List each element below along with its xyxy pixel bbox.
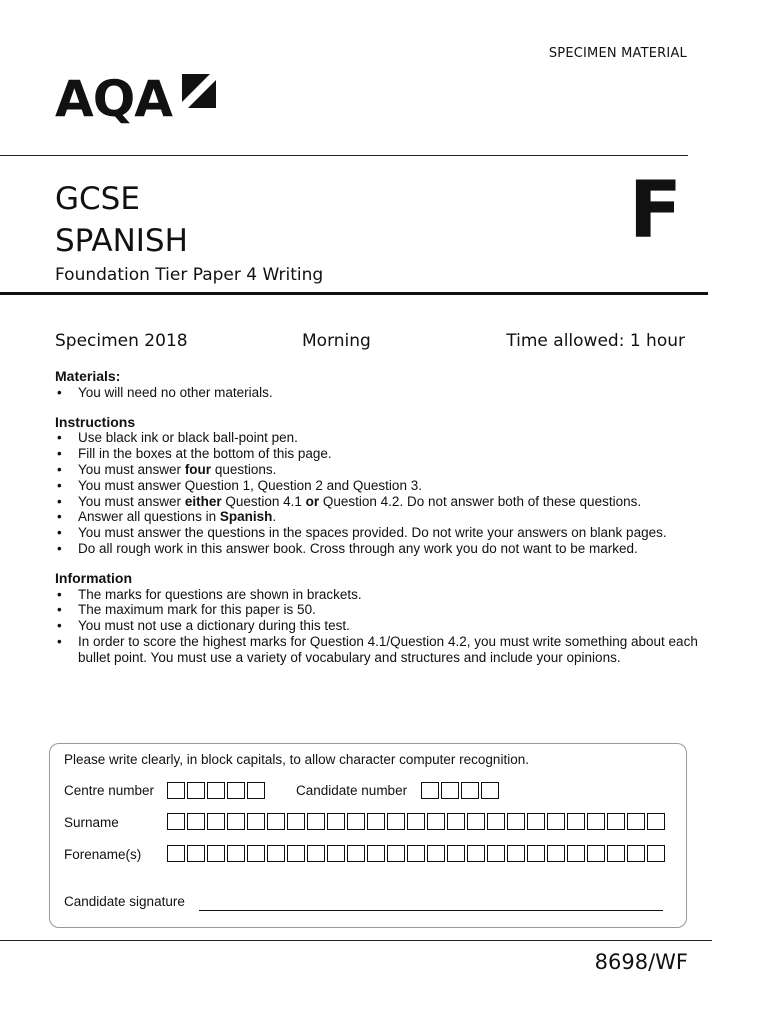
forenames-label: Forename(s) — [64, 847, 142, 862]
signature-line[interactable] — [199, 910, 663, 911]
character-box[interactable] — [327, 813, 345, 830]
character-box[interactable] — [247, 782, 265, 799]
character-box[interactable] — [287, 813, 305, 830]
materials-list — [55, 385, 715, 401]
forenames-boxes[interactable] — [167, 845, 667, 862]
list-item: • You must answer the questions in the spaces provided. Do not write your answers on blank pages. — [55, 525, 715, 541]
character-box[interactable] — [587, 845, 605, 862]
character-box[interactable] — [367, 845, 385, 862]
character-box[interactable] — [367, 813, 385, 830]
character-box[interactable] — [187, 782, 205, 799]
character-box[interactable] — [627, 813, 645, 830]
title-rule — [0, 292, 708, 295]
character-box[interactable] — [607, 813, 625, 830]
character-box[interactable] — [227, 782, 245, 799]
character-box[interactable] — [187, 813, 205, 830]
character-box[interactable] — [587, 813, 605, 830]
centre-number-boxes[interactable] — [167, 782, 267, 799]
list-item: • Fill in the boxes at the bottom of this page. — [55, 446, 715, 462]
character-box[interactable] — [567, 813, 585, 830]
character-box[interactable] — [627, 845, 645, 862]
character-box[interactable] — [421, 782, 439, 799]
footer-rule — [0, 940, 712, 941]
character-box[interactable] — [487, 845, 505, 862]
aqa-mark-icon — [180, 72, 220, 110]
character-box[interactable] — [447, 845, 465, 862]
character-box[interactable] — [347, 813, 365, 830]
tier-letter: F — [628, 166, 682, 256]
time-allowed: Time allowed: 1 hour — [506, 331, 685, 351]
character-box[interactable] — [167, 782, 185, 799]
exam-date: Specimen 2018 — [55, 331, 188, 351]
character-box[interactable] — [227, 813, 245, 830]
instructions-heading: Instructions — [55, 413, 136, 430]
candidate-number-boxes[interactable] — [421, 782, 501, 799]
list-item: • Use black ink or black ball-point pen. — [55, 430, 715, 446]
character-box[interactable] — [567, 845, 585, 862]
list-item: • You must answer either Question 4.1 or Question 4.2. Do not answer both of these questions. — [55, 494, 715, 510]
character-box[interactable] — [441, 782, 459, 799]
list-item: • You will need no other materials. — [55, 385, 715, 401]
character-box[interactable] — [467, 813, 485, 830]
character-box[interactable] — [327, 845, 345, 862]
materials-heading: Materials: — [55, 368, 121, 384]
list-item: • You must answer four questions. — [55, 462, 715, 478]
character-box[interactable] — [287, 845, 305, 862]
character-box[interactable] — [247, 813, 265, 830]
list-item: • In order to score the highest marks for Question 4.1/Question 4.2, you must write something about each bullet point. You must use a variety of vocabulary and structures and include your opinions. — [55, 634, 715, 666]
instructions-list — [55, 430, 715, 556]
character-box[interactable] — [467, 845, 485, 862]
character-box[interactable] — [307, 813, 325, 830]
specimen-label: SPECIMEN MATERIAL — [548, 46, 687, 61]
character-box[interactable] — [407, 845, 425, 862]
character-box[interactable] — [481, 782, 499, 799]
character-box[interactable] — [527, 845, 545, 862]
exam-info — [55, 369, 715, 680]
character-box[interactable] — [207, 813, 225, 830]
character-box[interactable] — [487, 813, 505, 830]
signature-label: Candidate signature — [64, 894, 185, 909]
list-item: • You must answer Question 1, Question 2 and Question 3. — [55, 478, 715, 494]
list-item: • The marks for questions are shown in brackets. — [55, 587, 715, 603]
character-box[interactable] — [347, 845, 365, 862]
logo-text: AQA — [55, 70, 172, 128]
character-box[interactable] — [247, 845, 265, 862]
paper-title: Foundation Tier Paper 4 Writing — [55, 265, 324, 285]
candidate-number-label: Candidate number — [296, 783, 408, 798]
information-heading: Information — [55, 569, 132, 586]
character-box[interactable] — [507, 813, 525, 830]
character-box[interactable] — [461, 782, 479, 799]
aqa-logo — [55, 70, 220, 128]
character-box[interactable] — [207, 845, 225, 862]
character-box[interactable] — [607, 845, 625, 862]
character-box[interactable] — [427, 845, 445, 862]
character-box[interactable] — [387, 813, 405, 830]
surname-label: Surname — [64, 815, 119, 830]
surname-boxes[interactable] — [167, 813, 667, 830]
character-box[interactable] — [507, 845, 525, 862]
character-box[interactable] — [547, 813, 565, 830]
character-box[interactable] — [447, 813, 465, 830]
character-box[interactable] — [647, 813, 665, 830]
qualification: GCSE — [55, 181, 140, 217]
header-rule — [0, 155, 688, 156]
list-item: • The maximum mark for this paper is 50. — [55, 602, 715, 618]
character-box[interactable] — [167, 845, 185, 862]
paper-code: 8698/WF — [594, 950, 688, 974]
list-item: • You must not use a dictionary during this test. — [55, 618, 715, 634]
character-box[interactable] — [427, 813, 445, 830]
subject-title — [55, 178, 188, 262]
character-box[interactable] — [227, 845, 245, 862]
character-box[interactable] — [207, 782, 225, 799]
character-box[interactable] — [167, 813, 185, 830]
information-list — [55, 587, 715, 666]
character-box[interactable] — [407, 813, 425, 830]
character-box[interactable] — [307, 845, 325, 862]
character-box[interactable] — [527, 813, 545, 830]
subject-name: SPANISH — [55, 223, 188, 259]
character-box[interactable] — [187, 845, 205, 862]
character-box[interactable] — [547, 845, 565, 862]
exam-session: Morning — [302, 331, 371, 351]
character-box[interactable] — [267, 813, 285, 830]
centre-number-label: Centre number — [64, 783, 155, 798]
character-box[interactable] — [267, 845, 285, 862]
candidate-box-prompt: Please write clearly, in block capitals, to allow character computer recognition. — [64, 752, 529, 767]
character-box[interactable] — [387, 845, 405, 862]
character-box[interactable] — [647, 845, 665, 862]
list-item: • Do all rough work in this answer book. Cross through any work you do not want to be marked. — [55, 541, 715, 557]
list-item: • Answer all questions in Spanish. — [55, 509, 715, 525]
